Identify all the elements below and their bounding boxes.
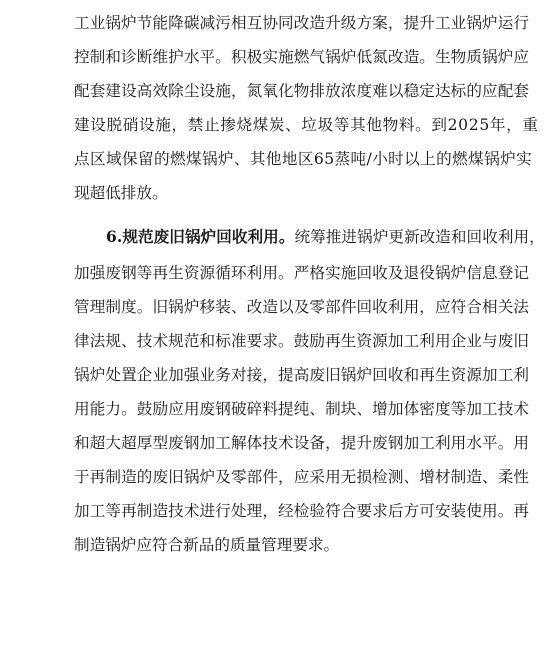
text-line: 锅炉处置企业加强业务对接，提高废旧锅炉回收和再生资源加工利 [74,366,530,384]
text-line: 制造锅炉应符合新品的质量管理要求。 [74,536,340,554]
text-line: 加强废钢等再生资源循环利用。严格实施回收及退役锅炉信息登记 [74,264,530,282]
text-line: 点区域保留的燃煤锅炉、其他地区65蒸吨/小时以上的燃煤锅炉实 [74,150,533,168]
section-heading-line: 6.规范废旧锅炉回收利用。统筹推进锅炉更新改造和回收利用， [106,227,545,246]
text-line: 管理制度。旧锅炉移装、改造以及零部件回收利用，应符合相关法 [74,298,530,316]
text-line: 建设脱硝设施，禁止掺烧煤炭、垃圾等其他物料。到2025年，重 [74,116,539,134]
section-heading: 6.规范废旧锅炉回收利用。 [106,227,295,246]
text-line: 于再制造的废旧锅炉及零部件，应采用无损检测、增材制造、柔性 [74,468,530,486]
text-line: 律法规、技术规范和标准要求。鼓励再生资源加工利用企业与废旧 [74,332,530,350]
text-line: 配套建设高效除尘设施，氮氧化物排放浓度难以稳定达标的应配套 [74,82,530,100]
text-line: 现超低排放。 [74,184,168,202]
text-line: 工业锅炉节能降碳减污相互协同改造升级方案，提升工业锅炉运行 [74,14,530,32]
text-line: 控制和诊断维护水平。积极实施燃气锅炉低氮改造。生物质锅炉应 [74,48,530,66]
text-line: 用能力。鼓励应用废钢破碎料提纯、制块、增加体密度等加工技术 [74,400,530,418]
text-line: 和超大超厚型废钢加工解体技术设备，提升废钢加工利用水平。用 [74,434,530,452]
text-line: 加工等再制造技术进行处理，经检验符合要求后方可安装使用。再 [74,502,530,520]
